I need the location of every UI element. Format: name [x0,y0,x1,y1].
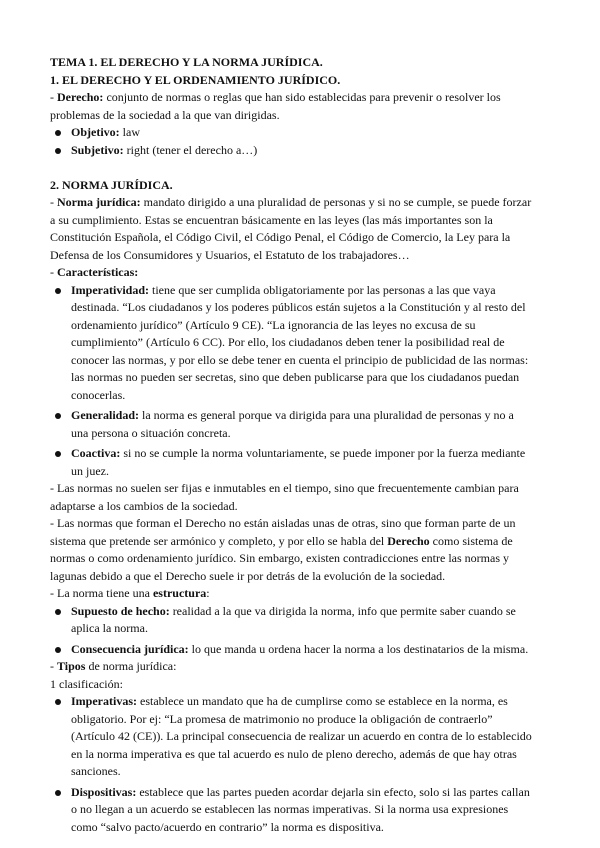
bullet-text: realidad a la que va dirigida la norma, info que permite saber cuando se aplica la norma. [71,603,516,635]
paragraph-fijas: - Las normas no suelen ser fijas e inmutables en el tiempo, sino que frecuentemente cambian para adaptarse a los cambios de la sociedad. [50,481,519,513]
list-item [50,641,532,659]
bullet-text: law [119,125,140,139]
bullet-text: establece un mandato que ha de cumplirse como se establece en la norma, es obligatorio. Por ej: “La promesa de matrimonio no produce la obligación de contraerlo” (Artículo 42 (CE)). La principal consecuencia de realizar un acuerdo en contra de lo establecido en la norma imperativa es que tal acuerdo es nulo de pleno derecho, además de que hay otras sanciones. [71,694,532,778]
sistema-text-a: - Las normas que forman el Derecho no están aisladas unas de otras, sino que forman parte de un sistema que pretende ser armónico y completo, y por ello se habla del [50,516,516,548]
bullet-term: Supuesto de hecho: [71,603,170,618]
tipos-term: Tipos [57,659,86,673]
clasificacion-label: 1 clasificación: [50,676,123,691]
sistema-text-c: como sistema de normas o como ordenamiento jurídico. Sin embargo, existen contradicciones entre las normas y lagunas debido a que el Derecho suele ir por detrás de la evolución de la sociedad. [50,533,513,583]
list-item [50,124,532,142]
list-item [50,784,532,837]
caracteristicas-label [50,264,532,282]
estructura-text-a: - La norma tiene una [50,586,153,600]
bullet-text: si no se cumple la norma voluntariamente, se puede imponer por la fuerza mediante un juez. [71,446,526,478]
list-item [50,445,532,480]
bullet-term: Imperativas: [71,694,137,708]
list-item [50,282,532,405]
list-item [50,693,532,781]
tipos-label [50,658,532,676]
bullet-text: tiene que ser cumplida obligatoriamente por las personas a las que vaya destinada. “Los ciudadanos y los poderes públicos están sujetos a la Constitución y al resto del ordenamiento jurídico” (Artículo 9 CE). “La ignorancia de las leyes no excusa de su cumplimiento” (Artículo 6 CC). Por ello, los ciudadanos deben tener la posibilidad real de conocer las normas, y por ello se debe tener en cuenta el principio de publicidad de las normas: las normas no pueden ser secretas, sino que deben publicarse para que los ciudadanos puedan conocerlas. [71,282,529,402]
tipos-text-c: de norma jurídica: [85,659,177,673]
norma-definition [50,194,532,264]
document-title: TEMA 1. EL DERECHO Y LA NORMA JURÍDICA. [50,55,323,69]
bullet-text: la norma es general porque va dirigida para una pluralidad de personas y no a una persona o situación concreta. [71,408,514,440]
derecho-definition [50,89,532,124]
bullet-term: Subjetivo: [71,142,124,157]
list-item [50,603,532,638]
caracteristicas-term: Características: [57,265,139,279]
tipos-list [50,693,532,836]
list-item [50,142,532,160]
list-item [50,407,532,442]
caracteristicas-list [50,282,532,481]
norma-term: Norma jurídica: [57,195,141,209]
dash: - [50,195,57,209]
derecho-bullets [50,124,532,159]
estructura-text-c: : [206,586,210,600]
section1-heading: 1. EL DERECHO Y EL ORDENAMIENTO JURÍDICO. [50,72,341,87]
spacer [50,159,532,177]
sistema-term: Derecho [387,533,430,548]
bullet-term: Dispositivas: [71,784,137,799]
derecho-term: Derecho: [57,90,104,104]
bullet-term: Objetivo: [71,125,120,139]
bullet-term: Consecuencia jurídica: [71,641,189,656]
estructura-term: estructura [152,586,207,600]
estructura-list [50,603,532,659]
bullet-text: lo que manda u ordena hacer la norma a los destinatarios de la misma. [188,641,529,656]
dash: - [50,90,57,104]
paragraph-sistema [50,515,532,585]
bullet-term: Imperatividad: [71,282,149,297]
tipos-text-a: - [50,659,57,673]
norma-text: mandato dirigido a una pluralidad de personas y si no se cumple, se puede forzar a su cumplimiento. Estas se encuentran básicamente en las leyes (las más importantes son la Constitución Española, el Código Civil, el Código Penal, el Código de Comercio, la Ley para la Defensa de los Consumidores y Usuarios, el Estatuto de los trabajadores… [50,195,532,262]
dash: - [50,265,57,279]
bullet-text: right (tener el derecho a…) [123,142,258,157]
estructura-label [50,585,532,603]
bullet-term: Coactiva: [71,446,121,460]
section2-heading: 2. NORMA JURÍDICA. [50,177,173,192]
bullet-term: Generalidad: [71,408,139,422]
derecho-text: conjunto de normas o reglas que han sido establecidas para prevenir o resolver los problemas de la sociedad a la que van dirigidas. [50,90,501,122]
bullet-text: establece que las partes pueden acordar dejarla sin efecto, solo si las partes callan o no llegan a un acuerdo se establecen las normas imperativas. Si la norma usa expresiones como “salvo pacto/acuerdo en contrario” la norma es dispositiva. [71,784,530,834]
